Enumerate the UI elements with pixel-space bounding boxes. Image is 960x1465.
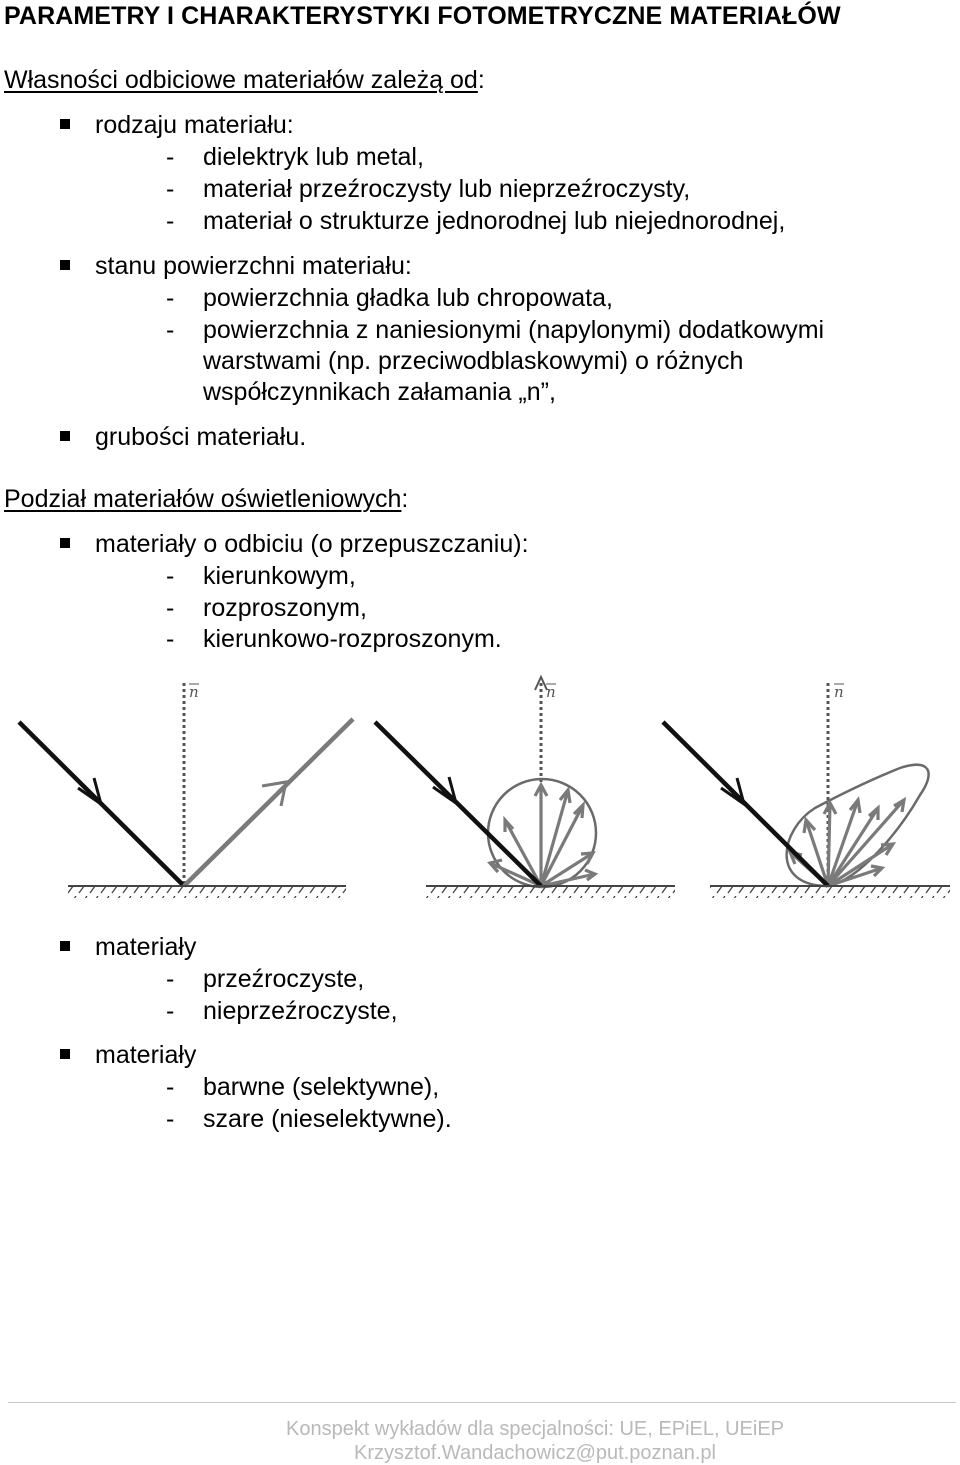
list-item-thickness: grubości materiału.: [95, 423, 307, 451]
bullet-square-icon: [60, 1049, 70, 1059]
dash-marker: -: [166, 625, 175, 653]
diagram-directional-reflection: [19, 683, 353, 898]
sub-item: rozproszonym,: [203, 594, 367, 622]
normal-label: n: [189, 683, 199, 701]
list-item-transparency: materiały: [95, 933, 197, 961]
sub-item: materiał przeźroczysty lub nieprzeźroczysty,: [203, 175, 691, 203]
footer-divider: [8, 1402, 956, 1403]
dash-marker: -: [166, 1105, 175, 1133]
sub-item: szare (nieselektywne).: [203, 1105, 452, 1133]
sub-item-continuation: warstwami (np. przeciwodblaskowymi) o różnych: [203, 347, 744, 375]
dash-marker: -: [166, 175, 175, 203]
sub-item: kierunkowo-rozproszonym.: [203, 625, 502, 653]
surface-hatching: [68, 887, 346, 898]
section-heading-colon: :: [477, 66, 485, 94]
footer-email: Krzysztof.Wandachowicz@put.poznan.pl: [354, 1442, 716, 1464]
diagram-mixed-reflection: [663, 683, 950, 898]
normal-label: n: [834, 683, 844, 701]
sub-item-continuation: współczynnikach załamania „n”,: [203, 378, 556, 406]
dash-marker: -: [166, 316, 175, 344]
dash-marker: -: [166, 594, 175, 622]
dash-marker: -: [166, 143, 175, 171]
sub-item: powierzchnia gładka lub chropowata,: [203, 284, 613, 312]
dash-marker: -: [166, 965, 175, 993]
footer-course-info: Konspekt wykładów dla specjalności: UE, EPiEL, UEiEP: [285, 1418, 784, 1440]
reflected-ray: [184, 719, 353, 886]
list-item-material-type: rodzaju materiału:: [95, 111, 294, 139]
section-heading-text: Własności odbiciowe materiałów zależą od: [4, 66, 478, 94]
dash-marker: -: [166, 207, 175, 235]
sub-item: dielektryk lub metal,: [203, 143, 424, 171]
list-item-color: materiały: [95, 1041, 197, 1069]
section-heading-text: Podział materiałów oświetleniowych: [4, 485, 402, 513]
surface-hatching: [710, 887, 950, 898]
bullet-square-icon: [60, 941, 70, 951]
diagram-diffuse-reflection: [375, 677, 675, 898]
list-item-surface-state: stanu powierzchni materiału:: [95, 252, 412, 280]
dash-marker: -: [166, 284, 175, 312]
normal-label: n: [546, 683, 556, 701]
sub-item: powierzchnia z naniesionymi (napylonymi) dodatkowymi: [203, 316, 825, 344]
surface-hatching: [426, 887, 675, 898]
section-heading-colon: :: [401, 485, 409, 513]
incident-ray: [375, 722, 541, 886]
sub-item: nieprzeźroczyste,: [203, 997, 398, 1025]
sub-item: przeźroczyste,: [203, 965, 365, 993]
sub-item: kierunkowym,: [203, 562, 356, 590]
sub-item: materiał o strukturze jednorodnej lub niejednorodnej,: [203, 207, 786, 235]
dash-marker: -: [166, 562, 175, 590]
list-item-reflection-type: materiały o odbiciu (o przepuszczaniu):: [95, 530, 529, 558]
page-title: PARAMETRY I CHARAKTERYSTYKI FOTOMETRYCZNE MATERIAŁÓW: [4, 2, 841, 30]
dash-marker: -: [166, 997, 175, 1025]
sub-item: barwne (selektywne),: [203, 1073, 440, 1101]
dash-marker: -: [166, 1073, 175, 1101]
